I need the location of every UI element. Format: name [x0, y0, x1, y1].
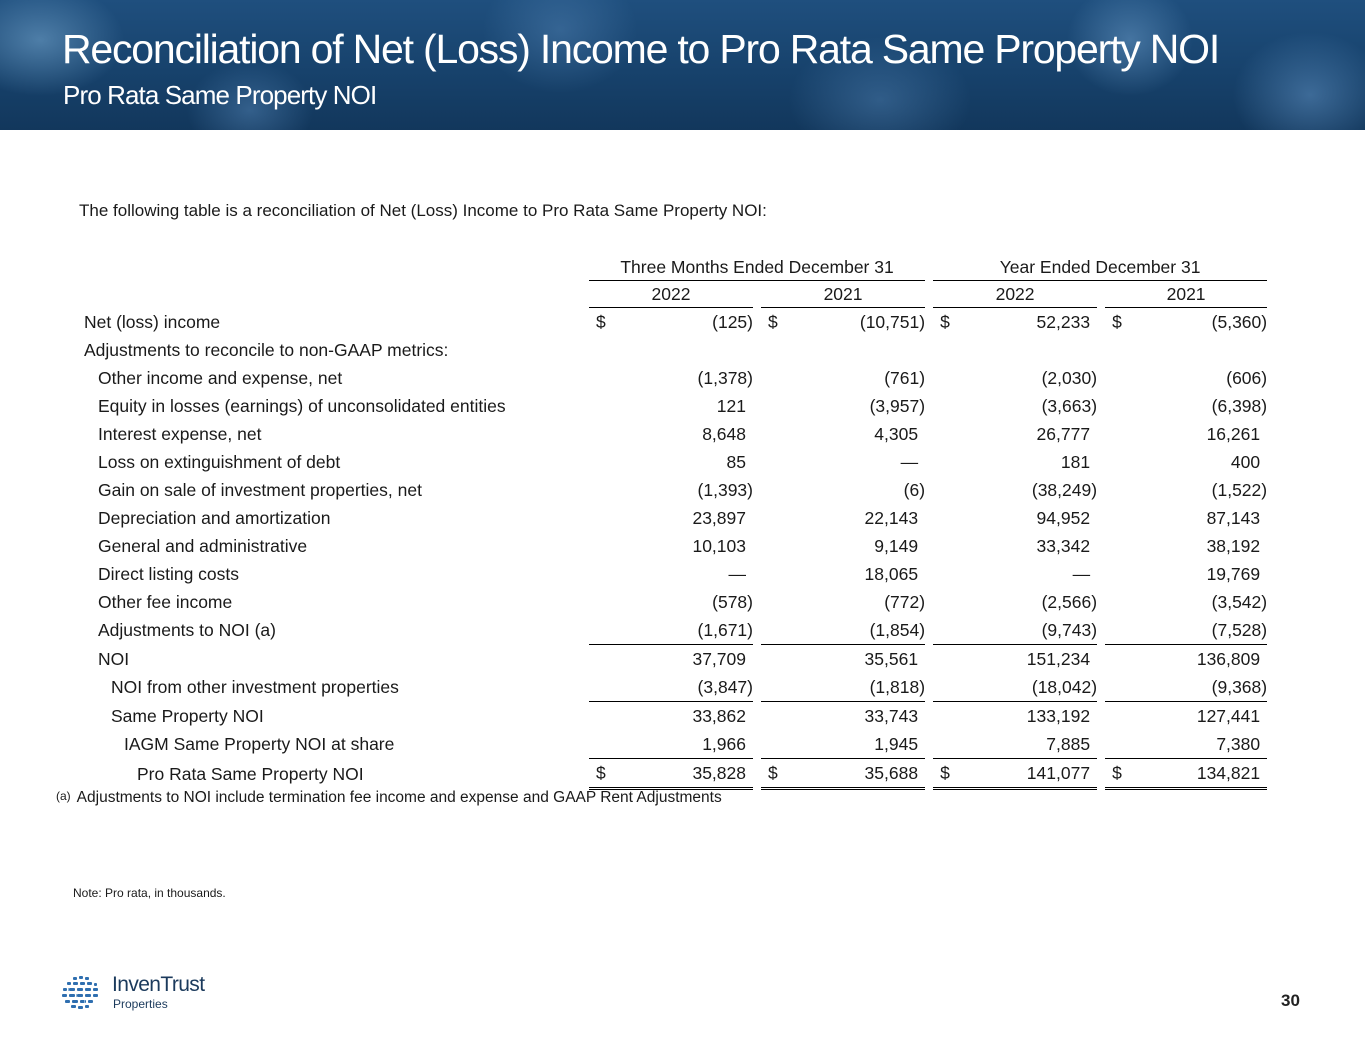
table-row — [77, 616, 1267, 645]
currency-symbol — [1105, 504, 1129, 532]
value-cell: 136,809 — [1196, 648, 1261, 669]
note-text: Note: Pro rata, in thousands. — [73, 886, 226, 900]
currency-symbol — [933, 392, 957, 420]
currency-symbol: $ — [589, 759, 613, 790]
currency-symbol: $ — [761, 759, 785, 790]
value-cell: (2,030) — [1041, 367, 1098, 388]
value-cell: 35,561 — [864, 648, 919, 669]
row-label: Interest expense, net — [98, 423, 262, 444]
value-cell: 134,821 — [1129, 759, 1267, 790]
table-row — [77, 645, 1267, 673]
currency-symbol — [1105, 645, 1129, 673]
year-header-q-2021: 2021 — [761, 281, 925, 308]
currency-symbol: $ — [1112, 311, 1122, 332]
currency-symbol — [1105, 616, 1129, 645]
year-header-y-2021: 2021 — [1105, 281, 1267, 308]
value-cell: 16,261 — [1206, 423, 1261, 444]
reconciliation-table — [77, 254, 1267, 790]
company-logo — [59, 973, 229, 1013]
value-cell: (578) — [712, 591, 753, 612]
value-cell: 35,688 — [785, 759, 925, 790]
currency-symbol — [589, 504, 613, 532]
value-cell: — — [1072, 563, 1091, 584]
currency-symbol — [589, 392, 613, 420]
value-cell: 127,441 — [1196, 705, 1261, 726]
table-row — [77, 588, 1267, 616]
currency-symbol — [761, 588, 785, 616]
currency-symbol: $ — [1105, 759, 1129, 790]
value-cell: — — [900, 451, 919, 472]
value-cell: 38,192 — [1206, 535, 1261, 556]
row-label: Gain on sale of investment properties, net — [98, 479, 422, 500]
currency-symbol — [761, 702, 785, 730]
value-cell: 19,769 — [1206, 563, 1261, 584]
row-label: Net (loss) income — [84, 311, 221, 332]
value-cell: (18,042) — [957, 673, 1097, 702]
value-cell: 87,143 — [1206, 507, 1261, 528]
value-cell: 4,305 — [874, 423, 919, 444]
group-header-year: Year Ended December 31 — [933, 254, 1267, 281]
value-cell: (772) — [884, 591, 926, 612]
value-cell: 33,743 — [864, 705, 919, 726]
value-cell: 26,777 — [1036, 423, 1091, 444]
currency-symbol — [761, 730, 785, 759]
row-label: IAGM Same Property NOI at share — [124, 734, 395, 754]
currency-symbol: $ — [933, 759, 957, 790]
currency-symbol: $ — [596, 311, 606, 332]
value-cell: (1,671) — [613, 616, 753, 645]
table-row — [77, 336, 1267, 364]
row-label: NOI from other investment properties — [111, 677, 399, 697]
currency-symbol: $ — [768, 311, 778, 332]
currency-symbol — [1105, 730, 1129, 759]
value-cell: 141,077 — [957, 759, 1097, 790]
value-cell: 151,234 — [1026, 648, 1091, 669]
value-cell: 121 — [716, 395, 746, 416]
year-header-row — [77, 281, 1267, 308]
currency-symbol — [1105, 702, 1129, 730]
currency-symbol — [589, 645, 613, 673]
logo-name: InvenTrust — [112, 973, 205, 996]
value-cell: (3,542) — [1211, 591, 1268, 612]
value-cell: (3,663) — [1041, 395, 1098, 416]
value-cell: — — [728, 563, 746, 584]
table-row — [77, 673, 1267, 702]
currency-symbol — [933, 730, 957, 759]
value-cell: (7,528) — [1129, 616, 1267, 645]
value-cell: 94,952 — [1036, 507, 1091, 528]
currency-symbol — [933, 645, 957, 673]
currency-symbol — [761, 392, 785, 420]
header-banner — [0, 0, 1365, 130]
currency-symbol — [589, 420, 613, 448]
row-label: General and administrative — [98, 535, 308, 556]
currency-symbol — [933, 588, 957, 616]
value-cell: (3,847) — [613, 673, 753, 702]
currency-symbol — [589, 532, 613, 560]
logo-subtitle: Properties — [113, 997, 168, 1011]
table-row — [77, 476, 1267, 504]
currency-symbol — [761, 364, 785, 392]
value-cell: (1,818) — [785, 673, 925, 702]
currency-symbol — [933, 560, 957, 588]
value-cell: 23,897 — [692, 507, 746, 528]
value-cell: 181 — [1060, 451, 1091, 472]
value-cell: 8,648 — [702, 423, 746, 444]
currency-symbol — [1105, 448, 1129, 476]
value-cell: 37,709 — [692, 648, 746, 669]
value-cell: (1,522) — [1211, 479, 1268, 500]
value-cell — [1129, 336, 1267, 364]
currency-symbol — [933, 336, 957, 364]
table-row — [77, 448, 1267, 476]
currency-symbol — [589, 702, 613, 730]
value-cell: 33,342 — [1036, 535, 1091, 556]
currency-symbol — [761, 616, 785, 645]
value-cell: (606) — [1226, 367, 1268, 388]
table-row — [77, 420, 1267, 448]
value-cell: 52,233 — [1036, 311, 1091, 332]
currency-symbol — [761, 645, 785, 673]
currency-symbol — [933, 702, 957, 730]
value-cell: 1,945 — [785, 730, 925, 759]
currency-symbol — [1105, 476, 1129, 504]
year-header-y-2022: 2022 — [933, 281, 1097, 308]
value-cell — [613, 336, 753, 364]
currency-symbol — [761, 476, 785, 504]
row-label: Depreciation and amortization — [98, 507, 331, 528]
page-title: Reconciliation of Net (Loss) Income to Pro Rata Same Property NOI — [62, 26, 1220, 72]
value-cell: (1,378) — [697, 367, 753, 388]
currency-symbol — [589, 588, 613, 616]
currency-symbol — [1105, 560, 1129, 588]
currency-symbol — [1105, 673, 1129, 702]
value-cell: (2,566) — [1041, 591, 1098, 612]
currency-symbol — [933, 532, 957, 560]
currency-symbol — [1105, 336, 1129, 364]
group-header-three-months: Three Months Ended December 31 — [589, 254, 925, 281]
value-cell: 35,828 — [613, 759, 753, 790]
currency-symbol — [589, 673, 613, 702]
table-row — [77, 392, 1267, 420]
currency-symbol: $ — [940, 311, 950, 332]
table-row — [77, 702, 1267, 730]
page-number: 30 — [1281, 991, 1300, 1010]
currency-symbol — [761, 448, 785, 476]
currency-symbol — [761, 560, 785, 588]
value-cell: 33,862 — [692, 705, 746, 726]
value-cell: (1,854) — [785, 616, 925, 645]
row-label: Pro Rata Same Property NOI — [137, 764, 364, 784]
currency-symbol — [589, 448, 613, 476]
currency-symbol — [589, 616, 613, 645]
currency-symbol — [933, 448, 957, 476]
currency-symbol — [761, 504, 785, 532]
currency-symbol — [761, 420, 785, 448]
table-row — [77, 759, 1267, 790]
table-row — [77, 560, 1267, 588]
logo-globe-icon — [59, 975, 103, 1011]
row-label: Direct listing costs — [98, 563, 240, 584]
table-row — [77, 308, 1267, 336]
row-label: NOI — [98, 648, 130, 669]
value-cell: (125) — [712, 311, 753, 332]
currency-symbol — [761, 336, 785, 364]
value-cell: 85 — [726, 451, 746, 472]
currency-symbol — [933, 504, 957, 532]
value-cell: (6) — [903, 479, 926, 500]
currency-symbol — [933, 364, 957, 392]
footnote-text: Adjustments to NOI include termination fee income and expense and GAAP Rent Adjustments — [76, 789, 722, 806]
value-cell: (38,249) — [1031, 479, 1098, 500]
currency-symbol — [933, 420, 957, 448]
row-label: Adjustments to NOI (a) — [98, 620, 276, 640]
currency-symbol — [933, 673, 957, 702]
value-cell: 133,192 — [1026, 705, 1091, 726]
currency-symbol — [761, 673, 785, 702]
row-label: Adjustments to reconcile to non-GAAP metrics: — [84, 339, 449, 360]
row-label: Equity in losses (earnings) of unconsolidated entities — [98, 395, 506, 416]
footnote — [56, 789, 722, 807]
table-row — [77, 504, 1267, 532]
currency-symbol — [933, 476, 957, 504]
group-header-row — [77, 254, 1267, 281]
value-cell: 7,885 — [957, 730, 1097, 759]
currency-symbol — [933, 616, 957, 645]
value-cell: (9,368) — [1129, 673, 1267, 702]
currency-symbol — [589, 476, 613, 504]
year-header-q-2022: 2022 — [589, 281, 753, 308]
value-cell: (3,957) — [869, 395, 926, 416]
currency-symbol — [1105, 420, 1129, 448]
value-cell: (5,360) — [1211, 311, 1268, 332]
value-cell: (6,398) — [1211, 395, 1268, 416]
currency-symbol — [589, 364, 613, 392]
page-subtitle: Pro Rata Same Property NOI — [63, 80, 377, 110]
value-cell — [785, 336, 925, 364]
value-cell: 1,966 — [613, 730, 753, 759]
currency-symbol — [1105, 588, 1129, 616]
currency-symbol — [761, 532, 785, 560]
row-label: Same Property NOI — [111, 705, 264, 726]
value-cell: 9,149 — [874, 535, 919, 556]
value-cell: 400 — [1230, 451, 1261, 472]
currency-symbol — [589, 336, 613, 364]
row-label: Loss on extinguishment of debt — [98, 451, 341, 472]
table-row — [77, 730, 1267, 759]
value-cell: 22,143 — [864, 507, 919, 528]
value-cell: 10,103 — [692, 535, 746, 556]
currency-symbol — [1105, 392, 1129, 420]
row-label: Other fee income — [98, 591, 233, 612]
value-cell: (1,393) — [697, 479, 753, 500]
row-label: Other income and expense, net — [98, 367, 343, 388]
table-row — [77, 364, 1267, 392]
currency-symbol — [1105, 364, 1129, 392]
intro-text: The following table is a reconciliation of Net (Loss) Income to Pro Rata Same Property NOI: — [79, 201, 767, 220]
table-row — [77, 532, 1267, 560]
value-cell: (9,743) — [957, 616, 1097, 645]
value-cell: (761) — [884, 367, 926, 388]
currency-symbol — [1105, 532, 1129, 560]
value-cell: 18,065 — [864, 563, 919, 584]
value-cell: (10,751) — [859, 311, 926, 332]
table-body — [77, 254, 1267, 790]
footnote-marker: (a) — [56, 789, 71, 803]
value-cell: 7,380 — [1129, 730, 1267, 759]
currency-symbol — [589, 560, 613, 588]
value-cell — [957, 336, 1097, 364]
currency-symbol — [589, 730, 613, 759]
